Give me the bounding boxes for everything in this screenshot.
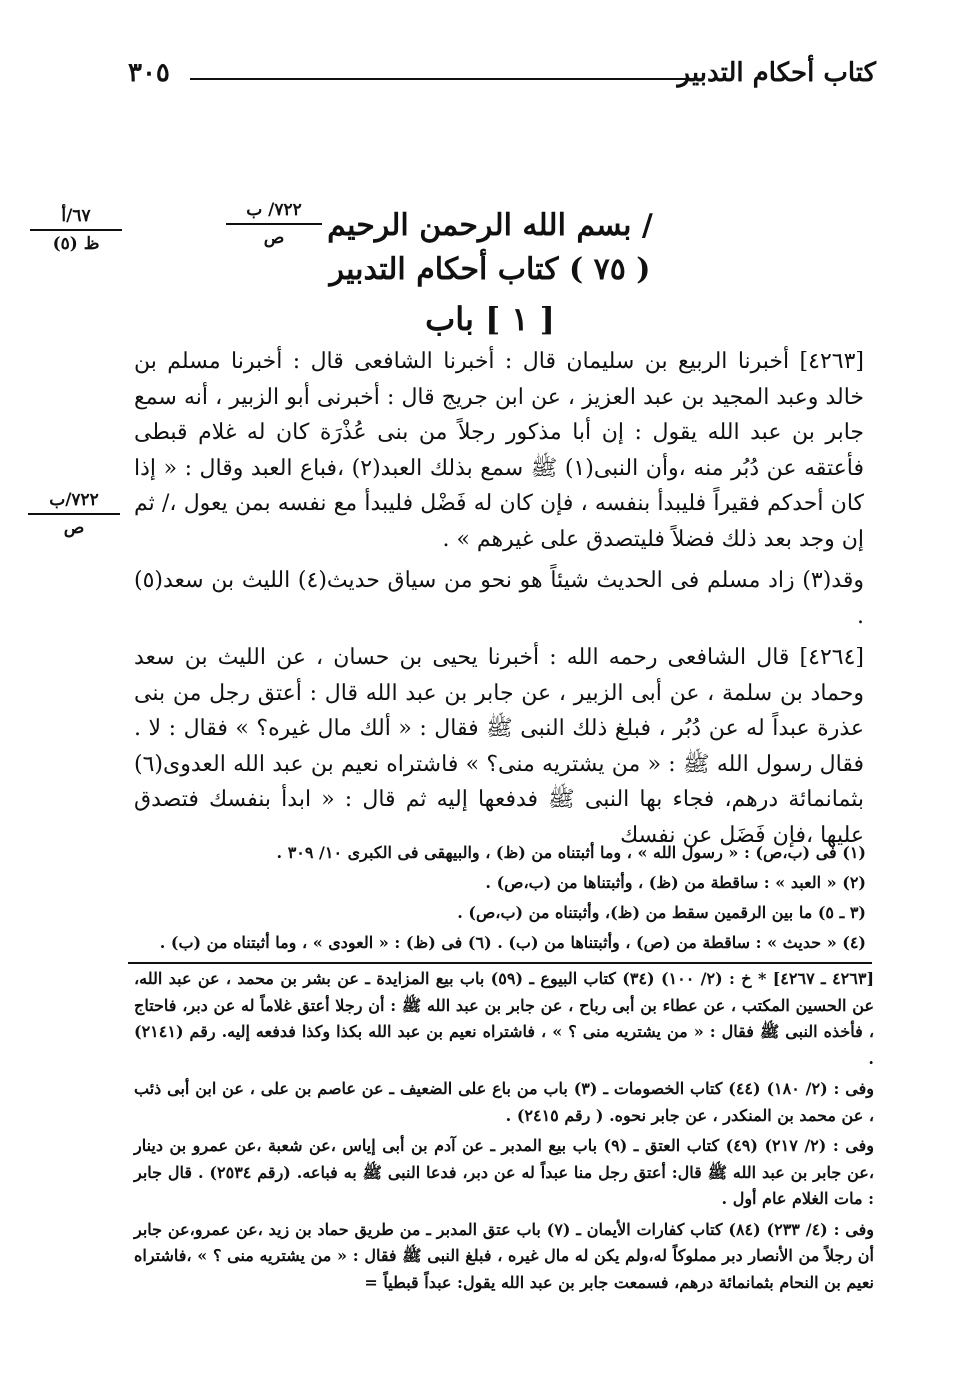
takhrij-entry: وفى : (٢/ ١٨٠) (٤٤) كتاب الخصومات ـ (٣) باب من باع على الضعيف ـ عن عاصم بن على ، عن ابن أبى ذئب ، عن محمد بن المنكدر ، عن جابر نحوه. ( رقم ٢٤١٥) . [134,1079,874,1125]
manuscript-folio: ٧٢٢/ ب [226,200,322,225]
chapter-heading: [ ١ ] باب [425,300,555,338]
header-rule [190,78,698,80]
manuscript-siglum: ص [263,228,285,248]
running-title: كتاب أحكام التدبير [677,58,876,88]
takhrij-entry: [٤٢٦٣ ـ ٤٢٦٧] * خ : (٢/ ١٠٠) (٣٤) كتاب البيوع ـ (٥٩) باب بيع المزايدة ـ عن بشر بن محمد ، عن عبد الله، عن الحسين المكتب ، عن عطاء بن أبى رباح ، عن جابر بن عبد الله ﷺ : أن رجلا أعتق غلاماً له عن دبر، فاحتاج ، فأخذه النبى ﷺ فقال : « من يشتريه منى ؟ » ، فاشتراه نعيم بن عبد الله بكذا وكذا فدفعه إليه. رقم (٢١٤١) . [134,969,875,1068]
note-paragraph: وقد(٣) زاد مسلم فى الحديث شيئاً هو نحو من سياق حديث(٤) الليث بن سعد(٥) . [134,568,864,629]
main-text [134,344,864,853]
book-title-heading: ( ٧٥ ) كتاب أحكام التدبير [329,252,651,287]
takhrij-notes [134,966,874,1300]
manuscript-ref-left-mid [28,490,120,538]
basmala-heading: / بسم الله الرحمن الرحيم [327,208,653,243]
footnote-separator [128,962,872,964]
manuscript-ref-left-top [30,206,122,254]
manuscript-folio: ٧٢٢/ب [28,490,120,515]
footnote: (٢) « العبد » : ساقطة من (ظ) ، وأثبتناها من (ب،ص) . [485,873,866,892]
running-header [128,56,876,96]
footnote: (١) فى (ب،ص) : « رسول الله » ، وما أثبتناه من (ظ) ، والبيهقى فى الكبرى ١٠/ ٣٠٩ . [276,843,866,862]
takhrij-entry: وفى : (٤/ ٢٣٣) (٨٤) كتاب كفارات الأيمان ـ (٧) باب عتق المدبر ـ من طريق حماد بن زيد ،عن عمرو،عن جابر أن رجلاً من الأنصار دبر مملوكاً له،ولم يكن له مال غيره ، فبلغ النبى ﷺ فقال : « من يشتريه منى ؟ » ،فاشتراه نعيم بن النحام بثمانمائة درهم، فسمعت جابر بن عبد الله يقول: عبداً قبطياً = [134,1219,875,1292]
manuscript-folio: ٦٧/أ [30,206,122,231]
page-number: ٣٠٥ [128,58,170,88]
hadith-4264: [٤٢٦٤] قال الشافعى رحمه الله : أخبرنا يحيى بن حسان ، عن الليث بن سعد وحماد بن سلمة ، عن أبى الزبير ، عن جابر بن عبد الله قال : أعتق رجل من بنى عذرة عبداً له عن دُبُر ، فبلغ ذلك النبى ﷺ فقال : « ألك مال غيره؟ » فقال : لا . فقال رسول الله ﷺ : « من يشتريه منى؟ » فاشتراه نعيم بن عبد الله العدوى(٦) بثمانمائة درهم، فجاء بها النبى ﷺ فدفعها إليه ثم قال : « ابدأ بنفسك فتصدق عليها ،فإن فَضَل عن نفسك [134,645,864,848]
footnotes [150,838,866,958]
manuscript-siglum: ص [63,518,85,538]
footnote: (٣ ـ ٥) ما بين الرقمين سقط من (ظ)، وأثبتناه من (ب،ص) . [457,903,866,922]
footnote: (٤) « حديث » : ساقطة من (ص) ، وأثبتناها من (ب) . (٦) فى (ظ) : « العودى » ، وما أثبتناه من (ب) . [159,933,866,952]
hadith-4263: [٤٢٦٣] أخبرنا الربيع بن سليمان قال : أخبرنا الشافعى قال : أخبرنا مسلم بن خالد وعبد المجيد بن عبد العزيز ، عن ابن جريج قال : أخبرنى أبو الزبير ، أنه سمع جابر بن عبد الله يقول : إن أبا مذكور رجلاً من بنى عُذْرَة كان له غلام قبطى فأعتقه عن دُبُر منه ،وأن النبى(١) ﷺ سمع بذلك العبد(٢) ،فباع العبد وقال : « إذا كان أحدكم فقيراً فليبدأ بنفسه ، فإن كان له فَضْل فليبدأ مع نفسه بمن يعول ،/ ثم إن وجد بعد ذلك فضلاً فليتصدق على غيرهم » . [134,349,865,552]
takhrij-entry: وفى : (٢/ ٢١٧) (٤٩) كتاب العتق ـ (٩) باب بيع المدبر ـ عن آدم بن أبى إياس ،عن شعبة ،عن عمرو بن دينار ،عن جابر بن عبد الله ﷺ قال: أعتق رجل منا عبداً له عن دبر، فدعا النبى ﷺ به فباعه. (رقم ٢٥٣٤) . قال جابر : مات الغلام عام أول . [134,1136,875,1208]
manuscript-siglum: ظ (٥) [52,234,100,254]
